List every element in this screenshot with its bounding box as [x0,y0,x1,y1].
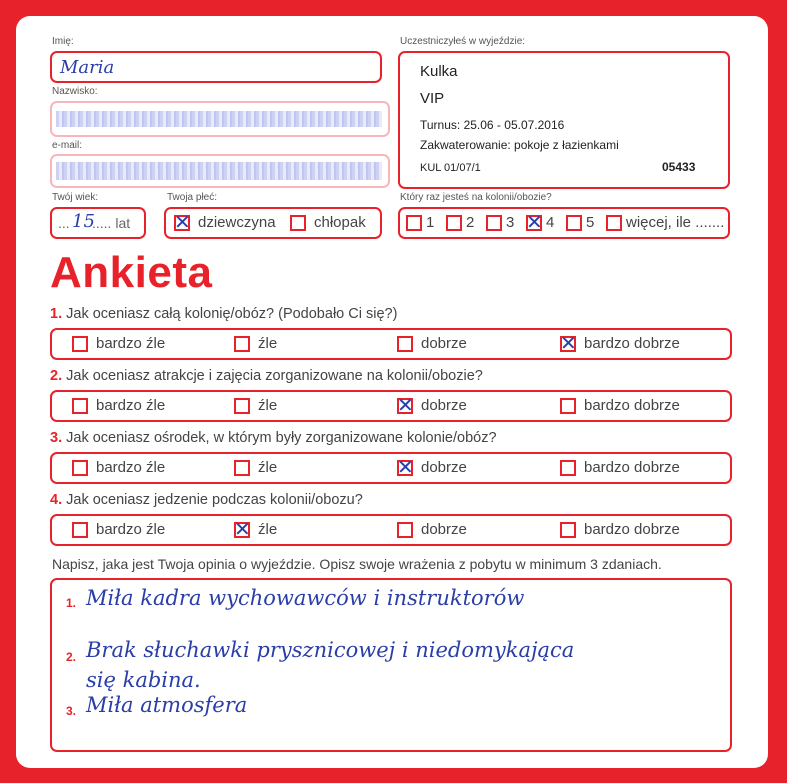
checkbox-q2-option-3[interactable] [397,393,414,417]
question-number: 2. [50,368,63,384]
participant-box [398,51,730,189]
age-prefix: ... [58,215,70,231]
opinion-prompt: Napisz, jaka jest Twoja opinia o wyjeździe. Opisz swoje wrażenia z pobytu w minimum 3 zdaniach. [52,556,662,572]
participant-line1: Kulka [420,63,458,80]
age-label: Twój wiek: [52,192,99,203]
checkbox-q1-option-3[interactable] [397,336,413,352]
option-label: źle [258,335,278,352]
option-label: dobrze [421,335,467,352]
option-label: bardzo dobrze [584,335,680,352]
checkbox-q1-option-1[interactable] [72,336,88,352]
question-label: Jak oceniasz atrakcje i zajęcia zorganizowane na kolonii/obozie? [66,368,483,384]
age-field[interactable] [50,207,146,239]
checkbox-chlopak[interactable] [290,215,306,231]
opinion-line-2: Brak słuchawki prysznicowej i niedomykająca [86,638,575,662]
age-suffix: ..... lat [92,215,131,231]
question-number: 4. [50,492,63,508]
checkbox-q4-option-1[interactable] [72,522,88,538]
opinion-line-3: Miła atmosfera [86,693,248,717]
option-label: źle [258,459,278,476]
opinion-num-2: 2. [66,650,77,664]
checkbox-q4-option-2[interactable] [234,517,251,541]
checkbox-q2-option-1[interactable] [72,398,88,414]
surname-redaction [56,111,382,127]
name-label: Imię: [52,36,74,47]
check-mark-icon: ✕ [560,331,577,355]
opinion-num-1: 1. [66,596,77,610]
check-mark-icon: ✕ [234,517,251,541]
opinion-num-3: 3. [66,704,77,718]
opinion-line-1: Miła kadra wychowawców i instruktorów [86,586,525,610]
option-label: bardzo źle [96,335,166,352]
checkbox-q2-option-4[interactable] [560,398,576,414]
check-mark-icon: ✕ [526,210,543,234]
participant-turnus: Turnus: 25.06 - 05.07.2016 [420,118,565,132]
option-label: dobrze [421,397,467,414]
email-field[interactable] [50,154,390,188]
survey-sheet [16,16,768,768]
question-3-options [50,452,732,484]
option-label: bardzo dobrze [584,397,680,414]
name-value: Maria [60,57,115,78]
option-label: źle [258,397,278,414]
sex-option-girl: dziewczyna [198,214,276,231]
option-label: bardzo źle [96,521,166,538]
times-option-5: 5 [586,214,595,231]
question-2-text [50,368,483,384]
check-mark-icon: ✕ [397,455,414,479]
times-option-1: 1 [426,214,435,231]
checkbox-q3-option-3[interactable] [397,455,414,479]
surname-label: Nazwisko: [52,86,98,97]
times-option-more: więcej, ile ....... [626,214,725,231]
page-title: Ankieta [50,248,213,297]
question-1-text [50,306,397,322]
question-1-options [50,328,732,360]
question-2-options [50,390,732,422]
option-label: bardzo źle [96,459,166,476]
checkbox-q1-option-4[interactable] [560,331,577,355]
name-field[interactable] [50,51,382,83]
option-label: bardzo źle [96,397,166,414]
question-4-options [50,514,732,546]
check-mark-icon: ✕ [174,210,191,234]
question-4-text [50,492,363,508]
checkbox-q3-option-2[interactable] [234,460,250,476]
sex-label: Twoja płeć: [167,192,218,203]
times-field [398,207,730,239]
times-option-4: 4 [546,214,555,231]
opinion-textarea[interactable] [50,578,732,752]
participant-line2: VIP [420,90,445,107]
option-label: dobrze [421,459,467,476]
question-label: Jak oceniasz całą kolonię/obóz? (Podobało Ci się?) [66,306,398,322]
checkbox-times-2[interactable] [446,215,462,231]
checkbox-dziewczyna[interactable] [174,210,191,234]
question-number: 3. [50,430,63,446]
question-label: Jak oceniasz jedzenie podczas kolonii/obozu? [66,492,363,508]
checkbox-times-3[interactable] [486,215,502,231]
question-label: Jak oceniasz ośrodek, w którym były zorganizowane kolonie/obóz? [66,430,497,446]
participant-label: Uczestniczyłeś w wyjeździe: [400,36,526,47]
checkbox-q2-option-2[interactable] [234,398,250,414]
option-label: dobrze [421,521,467,538]
option-label: bardzo dobrze [584,521,680,538]
times-option-2: 2 [466,214,475,231]
option-label: bardzo dobrze [584,459,680,476]
age-value: 15 [72,211,95,232]
email-redaction [56,162,382,180]
checkbox-q3-option-1[interactable] [72,460,88,476]
sex-field [164,207,382,239]
participant-accommodation: Zakwaterowanie: pokoje z łazienkami [420,138,619,152]
checkbox-times-5[interactable] [566,215,582,231]
sex-option-boy: chłopak [314,214,366,231]
checkbox-times-more[interactable] [606,215,622,231]
checkbox-times-4[interactable] [526,210,543,234]
times-label: Który raz jesteś na kolonii/obozie? [400,192,552,203]
checkbox-q4-option-3[interactable] [397,522,413,538]
question-3-text [50,430,497,446]
checkbox-q4-option-4[interactable] [560,522,576,538]
option-label: źle [258,521,278,538]
opinion-line-2b: się kabina. [86,668,201,692]
checkbox-q1-option-2[interactable] [234,336,250,352]
checkbox-q3-option-4[interactable] [560,460,576,476]
times-option-3: 3 [506,214,515,231]
surname-field[interactable] [50,101,390,137]
checkbox-times-1[interactable] [406,215,422,231]
participant-code: KUL 01/07/1 [420,162,481,174]
email-label: e-mail: [52,140,83,151]
question-number: 1. [50,306,63,322]
check-mark-icon: ✕ [397,393,414,417]
participant-number: 05433 [662,160,696,174]
